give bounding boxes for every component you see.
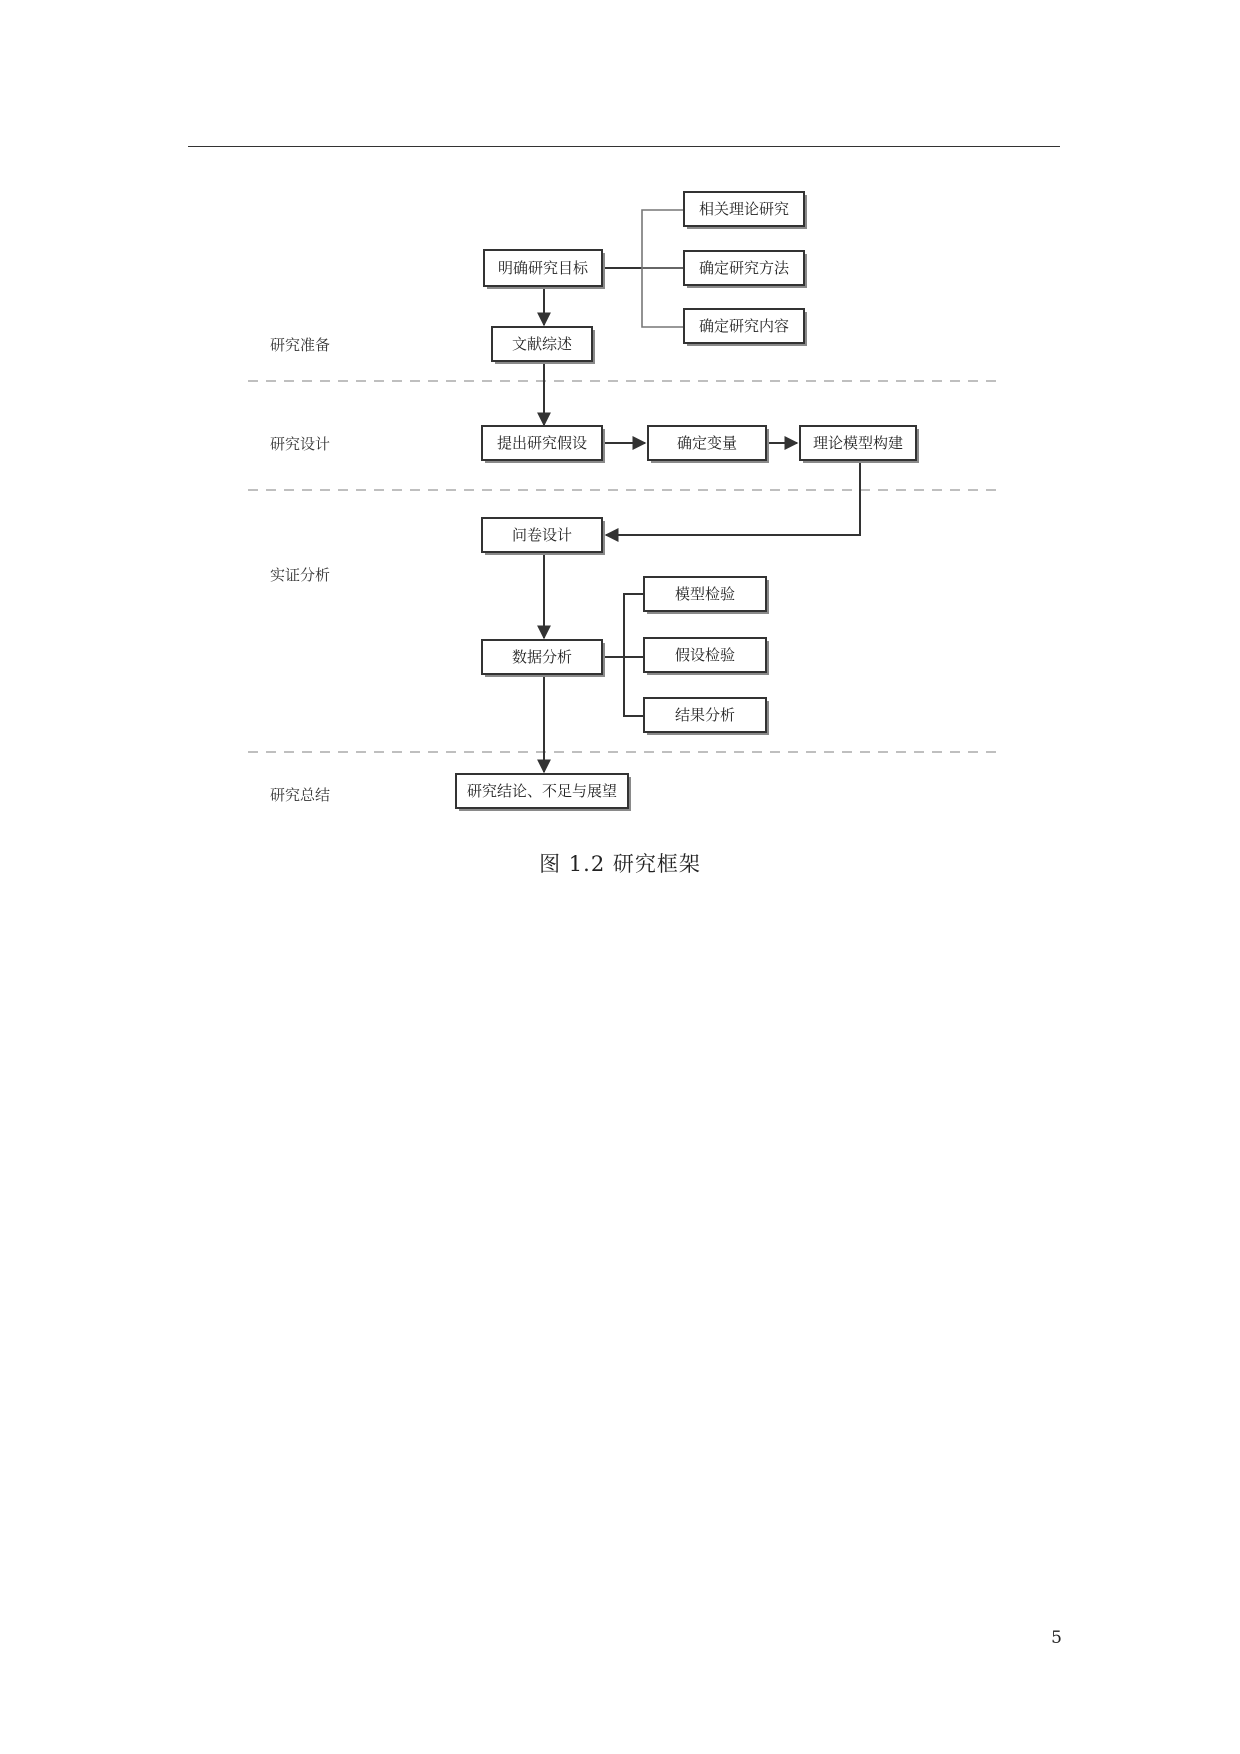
label-propose-hypothesis: 提出研究假设 bbox=[496, 434, 588, 452]
label-literature-review: 文献综述 bbox=[511, 335, 573, 353]
box-conclusion bbox=[456, 774, 631, 811]
box-model-test bbox=[644, 577, 769, 614]
box-literature-review bbox=[492, 327, 595, 364]
box-model-construction bbox=[800, 426, 919, 463]
box-related-theory bbox=[684, 192, 807, 229]
label-hypothesis-test: 假设检验 bbox=[674, 646, 736, 664]
connector-data-bracket-vertical bbox=[624, 594, 644, 716]
box-questionnaire-design bbox=[482, 518, 605, 555]
arrow-model-to-questionnaire bbox=[606, 461, 860, 535]
label-determine-variables: 确定变量 bbox=[676, 434, 738, 452]
box-hypothesis-test bbox=[644, 638, 769, 675]
label-determine-method: 确定研究方法 bbox=[698, 259, 790, 277]
box-clarify-goal bbox=[484, 250, 605, 289]
stage-label-summary: 研究总结 bbox=[270, 786, 331, 804]
label-model-test: 模型检验 bbox=[674, 585, 736, 603]
box-propose-hypothesis bbox=[482, 426, 605, 463]
stage-label-design: 研究设计 bbox=[270, 435, 331, 453]
label-clarify-goal: 明确研究目标 bbox=[497, 259, 589, 277]
box-determine-variables bbox=[648, 426, 769, 463]
label-conclusion: 研究结论、不足与展望 bbox=[466, 782, 618, 800]
label-questionnaire-design: 问卷设计 bbox=[511, 526, 573, 544]
box-determine-method bbox=[684, 251, 807, 288]
label-related-theory: 相关理论研究 bbox=[698, 200, 790, 218]
page-number: 5 bbox=[1051, 1628, 1062, 1648]
label-result-analysis: 结果分析 bbox=[674, 706, 736, 724]
label-data-analysis: 数据分析 bbox=[511, 648, 573, 666]
label-determine-content: 确定研究内容 bbox=[698, 317, 790, 335]
figure-caption: 图 1.2 研究框架 bbox=[539, 852, 701, 876]
stage-label-preparation: 研究准备 bbox=[270, 336, 331, 354]
stage-label-empirical: 实证分析 bbox=[270, 566, 331, 584]
box-determine-content bbox=[684, 309, 807, 346]
box-result-analysis bbox=[644, 698, 769, 735]
box-data-analysis bbox=[482, 640, 605, 677]
label-model-construction: 理论模型构建 bbox=[812, 434, 904, 452]
